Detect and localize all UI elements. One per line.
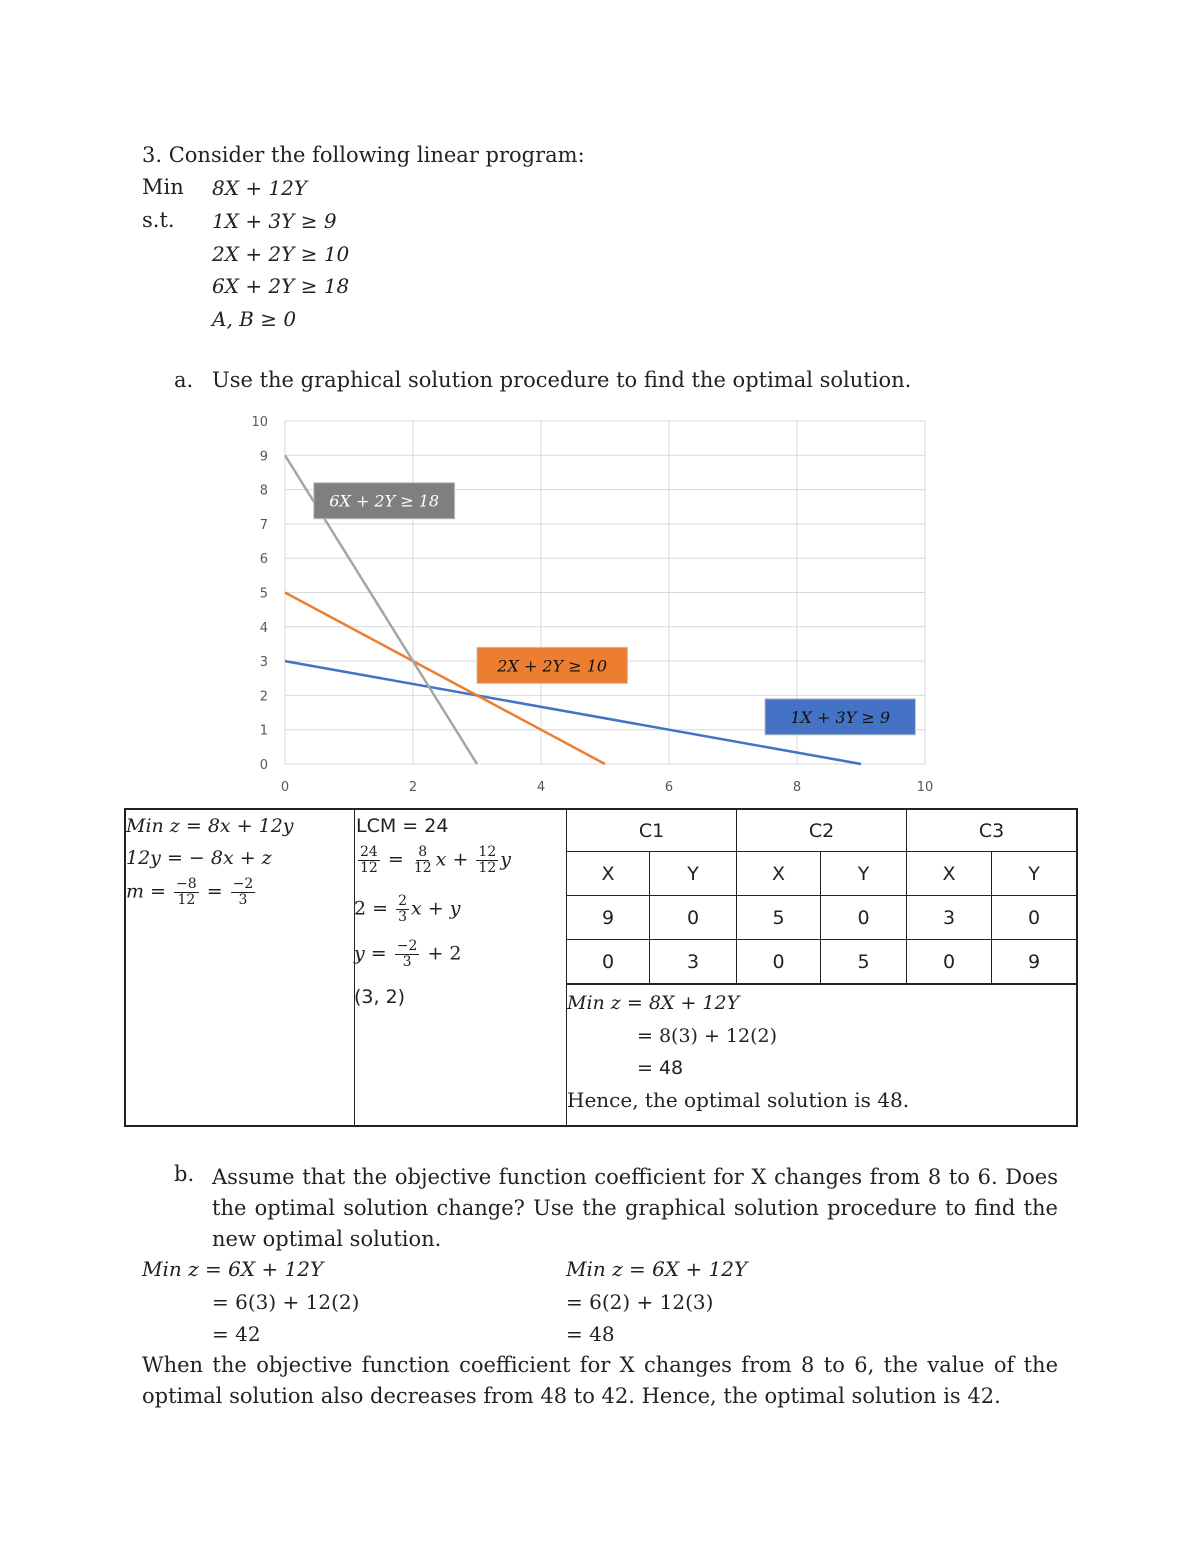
- frac-den: 3: [238, 892, 248, 908]
- eq-suffix: + 2: [427, 942, 462, 965]
- constraint-label-text: 6X + 2Y ≥ 18: [329, 491, 440, 511]
- constraint-3: 6X + 2Y ≥ 18: [212, 274, 350, 298]
- equals-sign: =: [387, 848, 404, 871]
- eval-objective: Min z = 8X + 12Y: [567, 992, 740, 1014]
- part-a-marker: a.: [174, 368, 194, 392]
- frac-num: −2: [232, 876, 254, 892]
- eq-suffix: x + y: [411, 897, 461, 920]
- y-tick-label: 2: [259, 689, 268, 705]
- frac-den: 12: [478, 860, 497, 876]
- eval-substitution: = 8(3) + 12(2): [637, 1025, 778, 1047]
- st-label: s.t.: [142, 208, 175, 232]
- constraint-1: 1X + 3Y ≥ 9: [212, 209, 337, 233]
- table-cell: 0: [906, 939, 992, 985]
- col-header-x: X: [906, 851, 992, 896]
- x-tick-label: 2: [408, 780, 418, 795]
- frac-den: 12: [177, 892, 196, 908]
- constraint-label-text: 1X + 3Y ≥ 9: [790, 707, 891, 727]
- objective-function: 8X + 12Y: [212, 176, 308, 200]
- frac-den: 3: [398, 909, 408, 925]
- table-cell: 3: [649, 939, 737, 985]
- lcm-equation: [356, 845, 511, 876]
- slope-label: m =: [126, 880, 166, 903]
- right-substitution: = 6(2) + 12(3): [566, 1290, 714, 1314]
- feasible-region-chart: [230, 405, 950, 805]
- y-tick-label: 7: [259, 517, 268, 533]
- min-label: Min: [142, 175, 184, 199]
- var-y: y: [500, 848, 511, 871]
- y-tick-label: 8: [259, 483, 268, 499]
- table-cell: 5: [736, 895, 821, 940]
- frac-num: 2: [398, 893, 408, 909]
- objective-line: Min z = 8x + 12y: [126, 815, 294, 837]
- y-tick-label: 9: [259, 449, 268, 465]
- left-result: = 42: [212, 1322, 261, 1346]
- frac-num: 24: [360, 844, 378, 860]
- part-a-question: Use the graphical solution procedure to find the optimal solution.: [212, 368, 912, 392]
- col-header-y: Y: [649, 851, 737, 896]
- slope-line: [126, 877, 257, 908]
- x-tick-label: 4: [536, 780, 546, 795]
- fraction: [396, 894, 409, 925]
- line-equation: [354, 939, 462, 970]
- eq-prefix: y =: [354, 942, 387, 965]
- plus-sign: +: [452, 848, 469, 871]
- frac-num: −2: [396, 938, 418, 954]
- eval-conclusion: Hence, the optimal solution is 48.: [567, 1088, 910, 1112]
- x-tick-label: 8: [792, 780, 802, 795]
- table-cell: 9: [566, 895, 650, 940]
- table-cell: 0: [566, 939, 650, 985]
- col-header-y: Y: [991, 851, 1078, 896]
- x-tick-label: 0: [280, 780, 290, 795]
- fraction: [476, 845, 498, 876]
- y-tick-label: 4: [259, 620, 268, 636]
- eq-prefix: 2 =: [354, 897, 389, 920]
- table-cell: 5: [820, 939, 907, 985]
- table-cell: 0: [736, 939, 821, 985]
- y-tick-label: 6: [259, 552, 268, 568]
- part-b-conclusion: When the objective function coefficient for X changes from 8 to 6, the value of the optimal solution also decreases from 48 to 42. Hence, the optimal solution is 42.: [142, 1353, 1058, 1408]
- lcm-label: LCM = 24: [356, 815, 449, 837]
- frac-den: 12: [413, 860, 432, 876]
- rearranged-line: 12y = − 8x + z: [126, 847, 272, 869]
- frac-den: 3: [402, 954, 412, 970]
- left-objective: Min z = 6X + 12Y: [142, 1257, 324, 1281]
- col-header-x: X: [736, 851, 821, 896]
- y-tick-label: 3: [259, 655, 268, 671]
- table-cell: 0: [991, 895, 1078, 940]
- y-tick-label: 10: [251, 415, 268, 430]
- frac-num: −8: [176, 876, 197, 892]
- x-tick-label: 10: [916, 780, 934, 795]
- var-x: x: [435, 848, 447, 871]
- frac-num: 8: [418, 844, 428, 860]
- table-cell: 0: [649, 895, 737, 940]
- slope-fraction-1: [174, 877, 199, 908]
- constraint-2: 2X + 2Y ≥ 10: [212, 242, 350, 266]
- table-cell: 0: [820, 895, 907, 940]
- fraction: [412, 845, 434, 876]
- frac-num: 12: [478, 844, 497, 860]
- y-tick-label: 1: [259, 723, 268, 739]
- x-tick-label: 6: [664, 780, 674, 795]
- y-tick-label: 0: [259, 758, 268, 773]
- right-objective: Min z = 6X + 12Y: [566, 1257, 748, 1281]
- part-b-marker: b.: [174, 1162, 195, 1186]
- group-header-c1: C1: [566, 808, 737, 852]
- table-cell: 9: [991, 939, 1078, 985]
- group-header-c2: C2: [736, 808, 907, 852]
- fraction: [395, 939, 420, 970]
- constraint-label-text: 2X + 2Y ≥ 10: [497, 656, 608, 676]
- group-header-c3: C3: [906, 808, 1078, 852]
- part-b-question: Assume that the objective function coefficient for X changes from 8 to 6. Does the optimal solution change? Use the graphical solution procedure to find the new optimal solution.: [212, 1165, 1058, 1251]
- col-header-y: Y: [820, 851, 907, 896]
- frac-den: 12: [360, 860, 378, 876]
- slope-fraction-2: [231, 877, 256, 908]
- right-result: = 48: [566, 1322, 615, 1346]
- left-substitution: = 6(3) + 12(2): [212, 1290, 360, 1314]
- y-tick-label: 5: [259, 586, 268, 602]
- fraction: [358, 845, 380, 876]
- eval-result: = 48: [637, 1057, 684, 1079]
- problem-heading: 3. Consider the following linear program:: [142, 143, 585, 167]
- equals-sign: =: [206, 880, 223, 903]
- table-cell: 3: [906, 895, 992, 940]
- simplified-equation: [354, 894, 460, 925]
- optimal-point: (3, 2): [354, 986, 406, 1008]
- constraint-nonneg: A, B ≥ 0: [212, 307, 297, 331]
- col-header-x: X: [566, 851, 650, 896]
